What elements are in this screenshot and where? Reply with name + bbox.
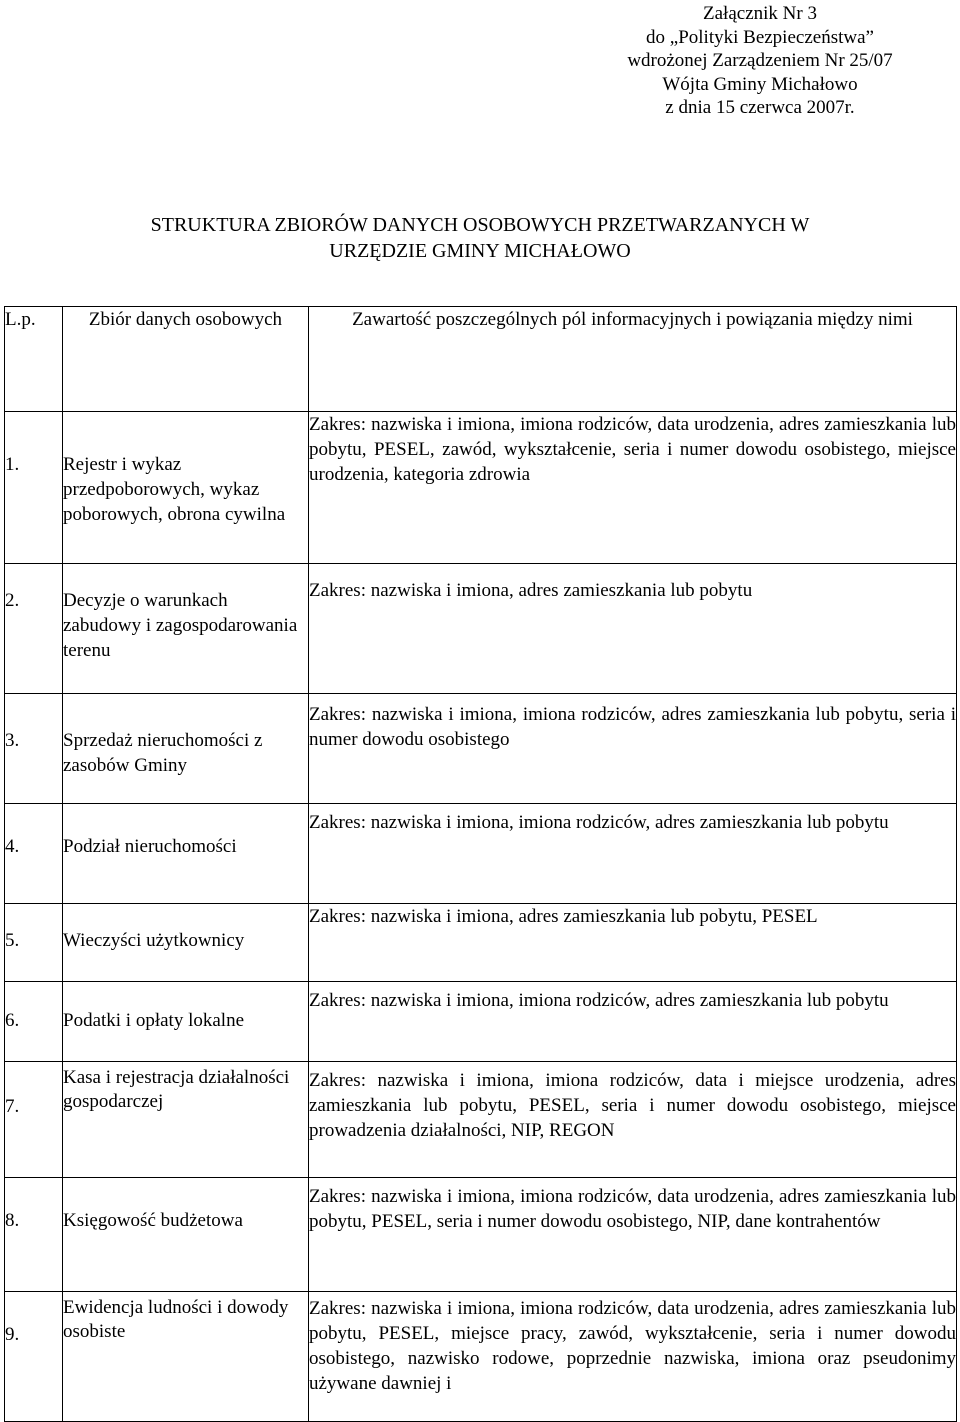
scope-text: nazwiska i imiona, imiona rodziców, data urodzenia, adres zamieszkania lub pobytu, PESEL, zawód, wykształcenie, seria i numer dowodu osobistego, miejsce urodzenia, kategoria zdrowia	[309, 414, 956, 485]
scope-text: nazwiska i imiona, imiona rodziców, adres zamieszkania lub pobytu, seria i numer dowodu osobistego	[309, 704, 957, 750]
row-number: 9.	[5, 1292, 63, 1422]
scope-label: Zakres:	[309, 1070, 366, 1091]
scope-text: nazwiska i imiona, imiona rodziców, data urodzenia, adres zamieszkania lub pobytu, PESEL, miejsce pracy, zawód, wykształcenie, seria i numer dowodu osobistego, nazwisko rodowe, poprzednie nazwiska, imiona oraz pseudonimy używane dawniej i	[309, 1298, 956, 1394]
title-line-1: STRUKTURA ZBIORÓW DANYCH OSOBOWYCH PRZETWARZANYCH W	[150, 214, 810, 236]
row-scope	[309, 982, 957, 1062]
scope-label: Zakres:	[309, 704, 366, 725]
scope-label: Zakres:	[309, 906, 366, 927]
row-data-set: Decyzje o warunkach zabudowy i zagospodarowania terenu	[63, 564, 309, 694]
header-lp: L.p.	[5, 307, 63, 412]
row-scope	[309, 694, 957, 804]
annex-line: z dnia 15 czerwca 2007r.	[665, 97, 855, 118]
scope-label: Zakres:	[309, 414, 366, 435]
row-scope	[309, 1292, 957, 1422]
row-number: 7.	[5, 1062, 63, 1178]
scope-label: Zakres:	[309, 1298, 366, 1319]
row-scope	[309, 412, 957, 564]
table-row	[5, 804, 957, 904]
scope-text: nazwiska i imiona, imiona rodziców, data urodzenia, adres zamieszkania lub pobytu, PESEL, seria i numer dowodu osobistego, NIP, dane kontrahentów	[309, 1186, 956, 1232]
scope-label: Zakres:	[309, 990, 366, 1011]
row-scope	[309, 1178, 957, 1292]
title-line-2: URZĘDZIE GMINY MICHAŁOWO	[329, 240, 631, 262]
data-sets-table	[4, 306, 957, 1422]
scope-text: nazwiska i imiona, imiona rodziców, data i miejsce urodzenia, adres zamieszkania lub pobytu, PESEL, seria i numer dowodu osobistego, miejsce prowadzenia działalności, NIP, REGON	[309, 1070, 956, 1141]
scope-text: nazwiska i imiona, imiona rodziców, adres zamieszkania lub pobytu	[370, 990, 889, 1011]
row-data-set: Wieczyści użytkownicy	[63, 904, 309, 982]
row-data-set: Kasa i rejestracja działalności gospodarczej	[63, 1062, 309, 1178]
table-row	[5, 1178, 957, 1292]
row-number: 3.	[5, 694, 63, 804]
row-data-set: Rejestr i wykaz przedpoborowych, wykaz poborowych, obrona cywilna	[63, 412, 309, 564]
table-row	[5, 1062, 957, 1178]
row-data-set: Podatki i opłaty lokalne	[63, 982, 309, 1062]
row-scope	[309, 1062, 957, 1178]
scope-text: nazwiska i imiona, adres zamieszkania lub pobytu, PESEL	[370, 906, 818, 927]
scope-label: Zakres:	[309, 812, 366, 833]
scope-label: Zakres:	[309, 1186, 366, 1207]
table-row	[5, 694, 957, 804]
row-number: 4.	[5, 804, 63, 904]
row-data-set: Sprzedaż nieruchomości z zasobów Gminy	[63, 694, 309, 804]
scope-text: nazwiska i imiona, imiona rodziców, adres zamieszkania lub pobytu	[370, 812, 889, 833]
table-row	[5, 412, 957, 564]
row-data-set: Ewidencja ludności i dowody osobiste	[63, 1292, 309, 1422]
scope-label: Zakres:	[309, 580, 366, 601]
annex-line: Załącznik Nr 3	[703, 3, 817, 24]
document-title	[0, 212, 960, 264]
scope-text: nazwiska i imiona, adres zamieszkania lub pobytu	[370, 580, 753, 601]
row-data-set: Księgowość budżetowa	[63, 1178, 309, 1292]
table-row	[5, 1292, 957, 1422]
row-scope	[309, 564, 957, 694]
row-number: 8.	[5, 1178, 63, 1292]
table-header-row	[5, 307, 957, 412]
row-data-set: Podział nieruchomości	[63, 804, 309, 904]
header-data-set: Zbiór danych osobowych	[63, 307, 309, 412]
row-scope	[309, 904, 957, 982]
annex-line: do „Polityki Bezpieczeństwa”	[646, 26, 874, 48]
row-number: 5.	[5, 904, 63, 982]
row-scope	[309, 804, 957, 904]
annex-header	[560, 2, 960, 120]
table-row	[5, 904, 957, 982]
table-row	[5, 982, 957, 1062]
row-number: 6.	[5, 982, 63, 1062]
row-number: 1.	[5, 412, 63, 564]
annex-line: wdrożonej Zarządzeniem Nr 25/07	[627, 50, 893, 71]
table-row	[5, 564, 957, 694]
row-number: 2.	[5, 564, 63, 694]
annex-line: Wójta Gminy Michałowo	[662, 73, 858, 95]
header-content: Zawartość poszczególnych pól informacyjnych i powiązania między nimi	[309, 307, 957, 412]
